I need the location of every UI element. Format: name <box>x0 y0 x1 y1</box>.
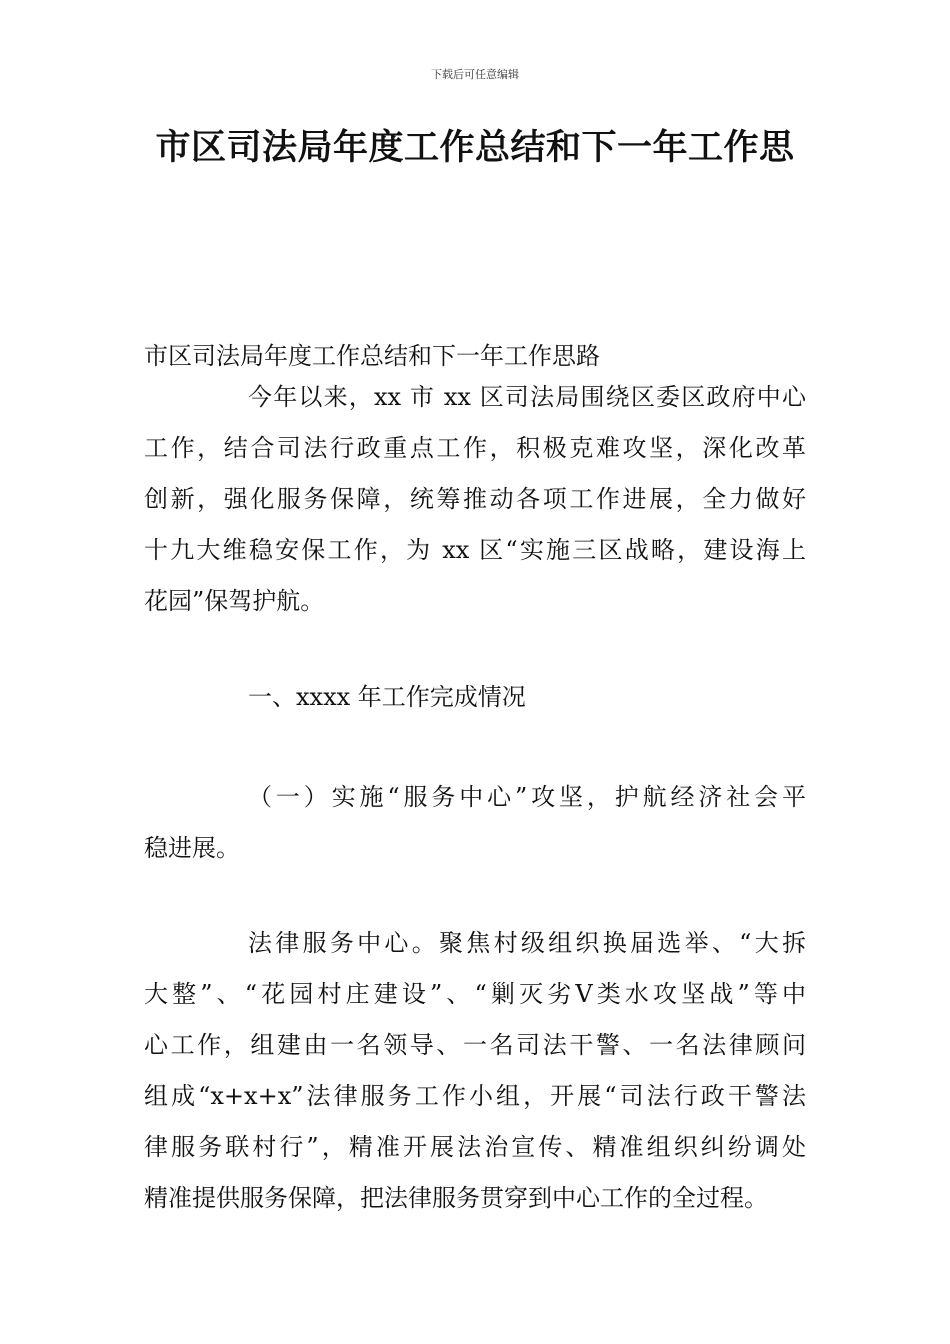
header-note: 下载后可任意编辑 <box>431 68 519 81</box>
intro-line: 花园”保驾护航。 <box>144 587 325 615</box>
legal-service-line: 法律服务中心。聚焦村级组织换届选举、“大拆 <box>248 929 806 957</box>
intro-line: 十九大维稳安保工作，为 xx 区“实施三区战略，建设海上 <box>144 536 806 564</box>
legal-service-line: 大整”、“花园村庄建设”、“剿灭劣Ⅴ类水攻坚战”等中 <box>144 980 806 1008</box>
legal-service-line: 精准提供服务保障，把法律服务贯穿到中心工作的全过程。 <box>144 1184 768 1212</box>
legal-service-line: 律服务联村行”，精准开展法治宣传、精准组织纠纷调处 <box>144 1133 806 1161</box>
intro-line: 创新，强化服务保障，统筹推动各项工作进展，全力做好 <box>144 485 806 513</box>
legal-service-line: 组成“x+x+x”法律服务工作小组，开展“司法行政干警法 <box>144 1082 806 1110</box>
subsection1-line: 稳进展。 <box>144 834 240 862</box>
legal-service-paragraph <box>144 918 806 1224</box>
intro-paragraph <box>144 372 806 627</box>
subsection1-paragraph <box>144 772 806 874</box>
intro-line: 工作，结合司法行政重点工作，积极克难攻坚，深化改革 <box>144 434 806 462</box>
section1-heading <box>144 672 806 723</box>
section1-heading-text: 一、xxxx 年工作完成情况 <box>248 683 526 711</box>
intro-line: 今年以来，xx 市 xx 区司法局围绕区委区政府中心 <box>248 383 806 411</box>
subsection1-line: （一）实施“服务中心”攻坚，护航经济社会平 <box>248 783 806 811</box>
document-title: 市区司法局年度工作总结和下一年工作思 <box>155 128 795 168</box>
legal-service-line: 心工作，组建由一名领导、一名司法干警、一名法律顾问 <box>144 1031 806 1059</box>
subtitle-line: 市区司法局年度工作总结和下一年工作思路 <box>144 342 600 370</box>
